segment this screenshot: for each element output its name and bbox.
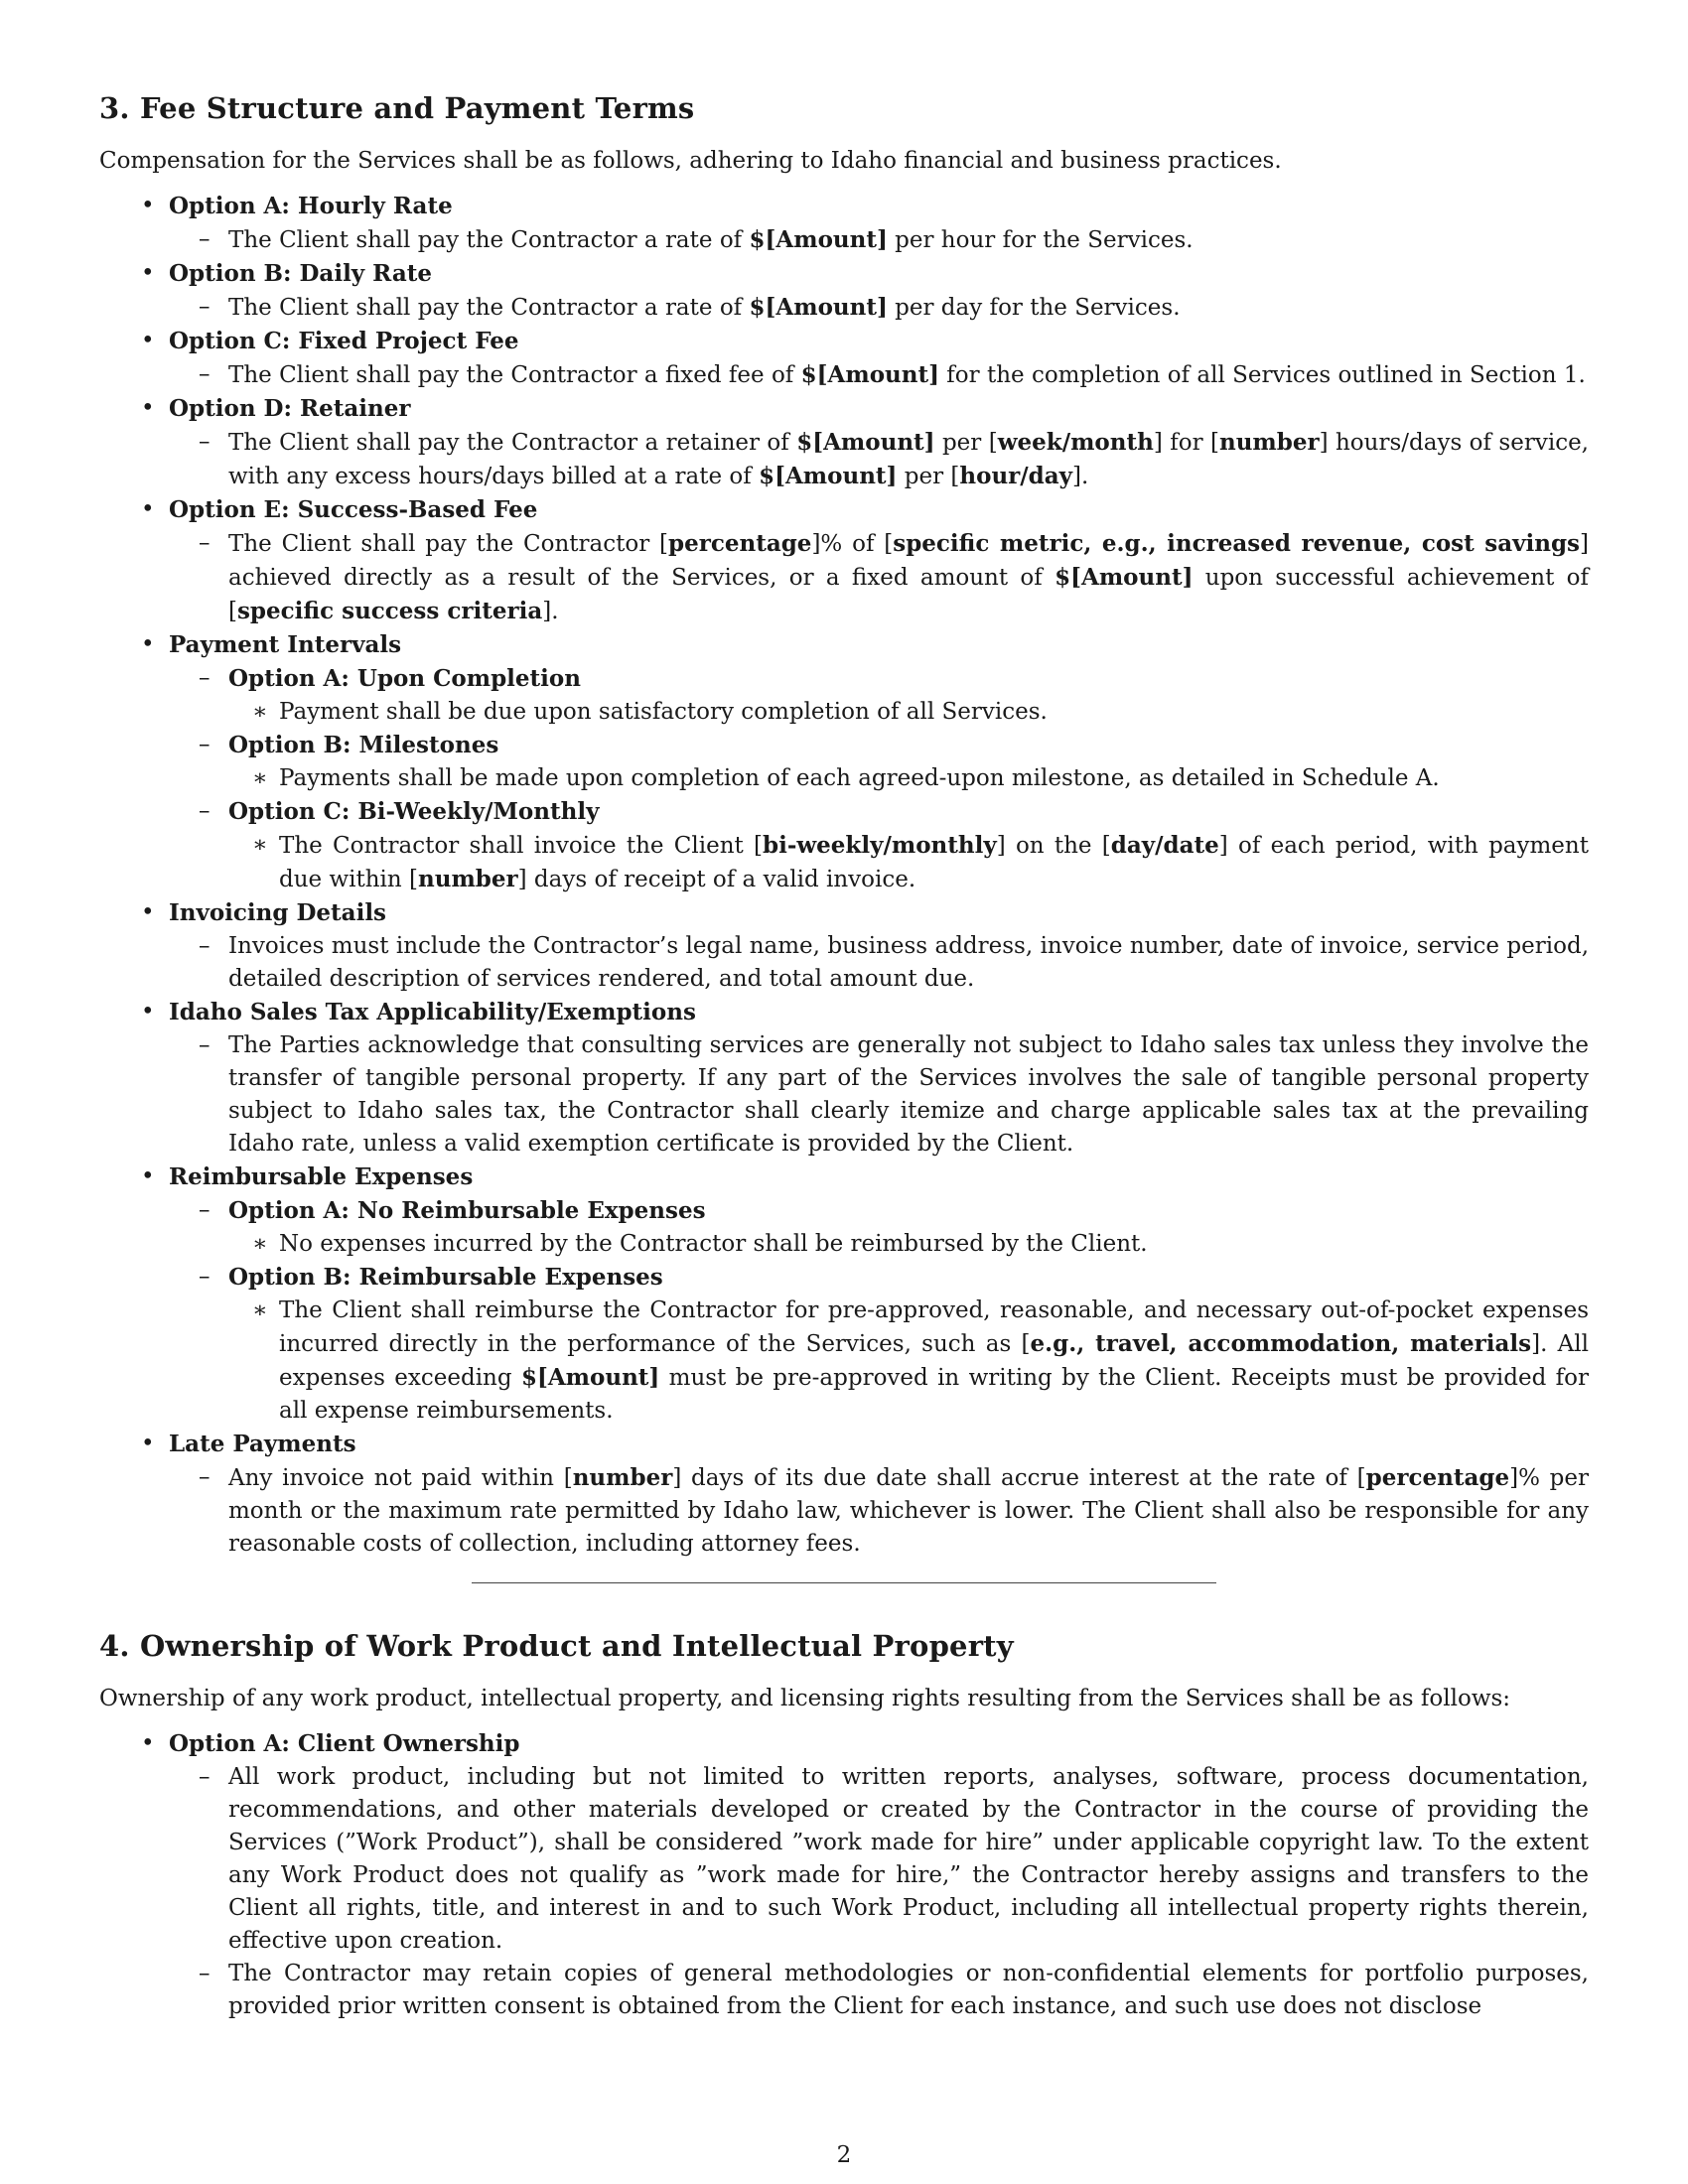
placeholder-text: $[Amount] [796,429,935,456]
list-item [99,190,1589,257]
item-title: Option E: Success-Based Fee [169,496,538,523]
placeholder-text: $[Amount] [1055,564,1194,591]
sub-list [169,1761,1589,2023]
bullet-icon: – [199,1264,211,1290]
list-item [99,896,1589,996]
sub-list-item [228,696,1589,729]
placeholder-text: $[Amount] [800,361,939,388]
body-text: per day for the Services. [887,295,1181,321]
sub-list-item [228,1228,1589,1261]
body-text: ] hours/days of service, with any excess hours/days billed at a rate of [228,430,1589,489]
placeholder-text: percentage [1365,1464,1510,1491]
placeholder-text: number [572,1464,673,1491]
placeholder-text: week/month [997,429,1154,456]
list-item [99,1160,1589,1428]
bullet-icon: ∗ [252,832,268,858]
item-title: Option B: Milestones [228,732,499,758]
sub-list [228,829,1589,896]
body-text: The Contractor shall invoice the Client [ [279,833,763,859]
placeholder-text: $[Amount] [749,226,888,253]
body-text: ]. [542,599,559,624]
section-4-intro: Ownership of any work product, intellectual property, and licensing rights resulting from the Services shall be as follows: [99,1686,1511,1711]
item-title: Reimbursable Expenses [169,1163,474,1190]
section-3-heading: 3. Fee Structure and Payment Terms [99,91,695,125]
sub-list [169,1461,1589,1561]
body-text: ] achieved directly as a result of the Services, or a fixed amount of [228,531,1589,591]
section-divider [472,1582,1216,1583]
bullet-icon: ∗ [252,765,268,791]
body-text: per [ [897,464,960,489]
sub-list [169,527,1589,628]
body-text: No expenses incurred by the Contractor shall be reimbursed by the Client. [279,1231,1148,1257]
item-title: Idaho Sales Tax Applicability/Exemptions [169,999,696,1025]
sub-list [228,696,1589,729]
bullet-icon: – [199,732,211,757]
item-title: Invoicing Details [169,899,387,926]
list-item [99,1727,1589,2023]
placeholder-text: $[Amount] [520,1364,660,1391]
bullet-icon: • [141,395,155,421]
body-text: The Client shall pay the Contractor [ [228,531,668,557]
placeholder-text: e.g., travel, accommodation, materials [1030,1330,1532,1357]
bullet-icon: – [199,1961,211,1986]
section-4-list [99,1727,1589,2023]
bullet-icon: ∗ [252,1231,268,1257]
bullet-icon: ∗ [252,1297,268,1323]
bullet-icon: – [199,933,211,959]
list-item [99,1428,1589,1561]
bullet-icon: • [141,1163,155,1189]
sub-list-item [228,762,1589,795]
list-item [99,257,1589,325]
placeholder-text: hour/day [959,463,1073,489]
bullet-icon: • [141,1730,155,1756]
item-title: Option A: Upon Completion [228,665,581,692]
placeholder-text: specific success criteria [236,598,543,624]
body-text: Invoices must include the Contractor’s legal name, business address, invoice number, date of invoice, service period, detailed description of services rendered, and total amount due. [228,933,1589,992]
sub-list-item [169,1461,1589,1561]
bullet-icon: – [199,1464,211,1490]
body-text: per hour for the Services. [887,227,1194,253]
body-text: Payment shall be due upon satisfactory completion of all Services. [279,699,1048,725]
bullet-icon: – [199,665,211,691]
body-text: The Parties acknowledge that consulting services are generally not subject to Idaho sales tax unless they involve the transfer of tangible personal property. If any part of the Services involves the sale of tangible personal property subject to Idaho sales tax, the Contractor shall clearly itemize and charge applicable sales tax at the prevailing Idaho rate, unless a valid exemption certificate is provided by the Client. [228,1032,1589,1157]
sub-list-item [169,1261,1589,1428]
sub-list-item [169,358,1589,392]
placeholder-text: day/date [1110,832,1219,859]
body-text: ] days of receipt of a valid invoice. [517,867,916,892]
body-text: per [ [934,430,998,456]
sub-list-item [169,662,1589,729]
body-text: The Client shall pay the Contractor a retainer of [228,430,797,456]
body-text: ] days of its due date shall accrue interest at the rate of [ [672,1465,1366,1491]
bullet-icon: – [199,294,211,320]
body-text: The Client shall pay the Contractor a rate of [228,295,750,321]
bullet-icon: • [141,899,155,925]
body-text: ]% of [ [811,531,894,557]
bullet-icon: – [199,429,211,455]
sub-list [169,358,1589,392]
body-text: ] of each period, with payment due within [ [279,833,1589,892]
placeholder-text: percentage [668,530,812,557]
sub-list-item [228,1295,1589,1428]
sub-list-item [169,795,1589,896]
sub-list [228,1228,1589,1261]
sub-list [169,1029,1589,1160]
body-text: ]. [1072,464,1089,489]
bullet-icon: • [141,496,155,522]
sub-list [169,223,1589,257]
item-title: Option A: No Reimbursable Expenses [228,1197,706,1224]
section-3-list [99,190,1589,1561]
bullet-icon: • [141,193,155,218]
section-3-intro: Compensation for the Services shall be as follows, adhering to Idaho financial and business practices. [99,148,1282,174]
list-item [99,996,1589,1160]
sub-list-item [169,527,1589,628]
sub-list-item [169,223,1589,257]
sub-list-item [169,1761,1589,1958]
body-text: The Client shall pay the Contractor a rate of [228,227,750,253]
body-text: upon successful achievement of [ [228,565,1589,624]
bullet-icon: • [141,1431,155,1456]
body-text: ]% per month or the maximum rate permitted by Idaho law, whichever is lower. The Client shall also be responsible for any reasonable costs of collection, including attorney fees. [228,1465,1590,1557]
placeholder-text: $[Amount] [759,463,898,489]
bullet-icon: – [199,1032,211,1058]
sub-list [169,1194,1589,1428]
sub-list-item [169,291,1589,325]
sub-list [228,762,1589,795]
placeholder-text: $[Amount] [749,294,888,321]
sub-list [228,1295,1589,1428]
bullet-icon: – [199,226,211,252]
placeholder-text: number [1218,429,1320,456]
sub-list-item [169,426,1589,493]
body-text: The Contractor may retain copies of general methodologies or non-confidential elements for portfolio purposes, provided prior written consent is obtained from the Client for each instance, and such use does not disclose [228,1961,1589,2019]
placeholder-text: bi-weekly/monthly [763,832,997,859]
bullet-icon: • [141,631,155,657]
bullet-icon: – [199,361,211,387]
body-text: ] for [ [1153,430,1219,456]
bullet-icon: – [199,1764,211,1790]
body-text: Payments shall be made upon completion of each agreed-upon milestone, as detailed in Schedule A. [279,765,1440,791]
sub-list-item [228,829,1589,896]
item-title: Option B: Daily Rate [169,260,432,287]
item-title: Option A: Client Ownership [169,1730,520,1757]
body-text: All work product, including but not limited to written reports, analyses, software, process documentation, recommendations, and other materials developed or created by the Contractor in the course of providing the Services (”Work Product”), shall be considered ”work made for hire” under applicable copyright law. To the extent any Work Product does not qualify as ”work made for hire,” the Contractor hereby assigns and transfers to the Client all rights, title, and interest in and to such Work Product, including all intellectual property rights therein, effective upon creation. [228,1764,1589,1954]
body-text: ] on the [ [996,833,1111,859]
item-title: Option C: Bi-Weekly/Monthly [228,798,600,825]
sub-list-item [169,930,1589,996]
bullet-icon: • [141,260,155,286]
sub-list [169,291,1589,325]
body-text: Any invoice not paid within [ [228,1465,573,1491]
item-title: Late Payments [169,1431,356,1457]
sub-list-item [169,1958,1589,2023]
body-text: The Client shall pay the Contractor a fixed fee of [228,362,801,388]
document-page [99,91,1589,2023]
bullet-icon: – [199,798,211,824]
sub-list-item [169,729,1589,795]
bullet-icon: • [141,999,155,1024]
sub-list-item [169,1029,1589,1160]
item-title: Option B: Reimbursable Expenses [228,1264,663,1291]
bullet-icon: ∗ [252,699,268,725]
body-text: for the completion of all Services outlined in Section 1. [938,362,1586,388]
list-item [99,325,1589,392]
sub-list [169,930,1589,996]
bullet-icon: • [141,328,155,353]
sub-list [169,426,1589,493]
placeholder-text: number [418,866,518,892]
section-4-heading: 4. Ownership of Work Product and Intellectual Property [99,1629,1014,1663]
list-item [99,628,1589,896]
page-number: 2 [836,2142,852,2168]
list-item [99,392,1589,493]
placeholder-text: specific metric, e.g., increased revenue, cost savings [893,530,1580,557]
sub-list-item [169,1194,1589,1261]
body-text: The Client shall reimburse the Contractor for pre-approved, reasonable, and necessary out-of-pocket expenses incurred directly in the performance of the Services, such as [ [279,1297,1589,1357]
list-item [99,493,1589,628]
bullet-icon: – [199,1197,211,1223]
body-text: ]. All expenses exceeding [279,1331,1589,1391]
item-title: Option C: Fixed Project Fee [169,328,519,354]
sub-list [169,662,1589,896]
item-title: Option A: Hourly Rate [169,193,453,219]
body-text: must be pre-approved in writing by the Client. Receipts must be provided for all expense reimbursements. [279,1365,1590,1424]
item-title: Payment Intervals [169,631,402,658]
item-title: Option D: Retainer [169,395,411,422]
bullet-icon: – [199,530,211,556]
